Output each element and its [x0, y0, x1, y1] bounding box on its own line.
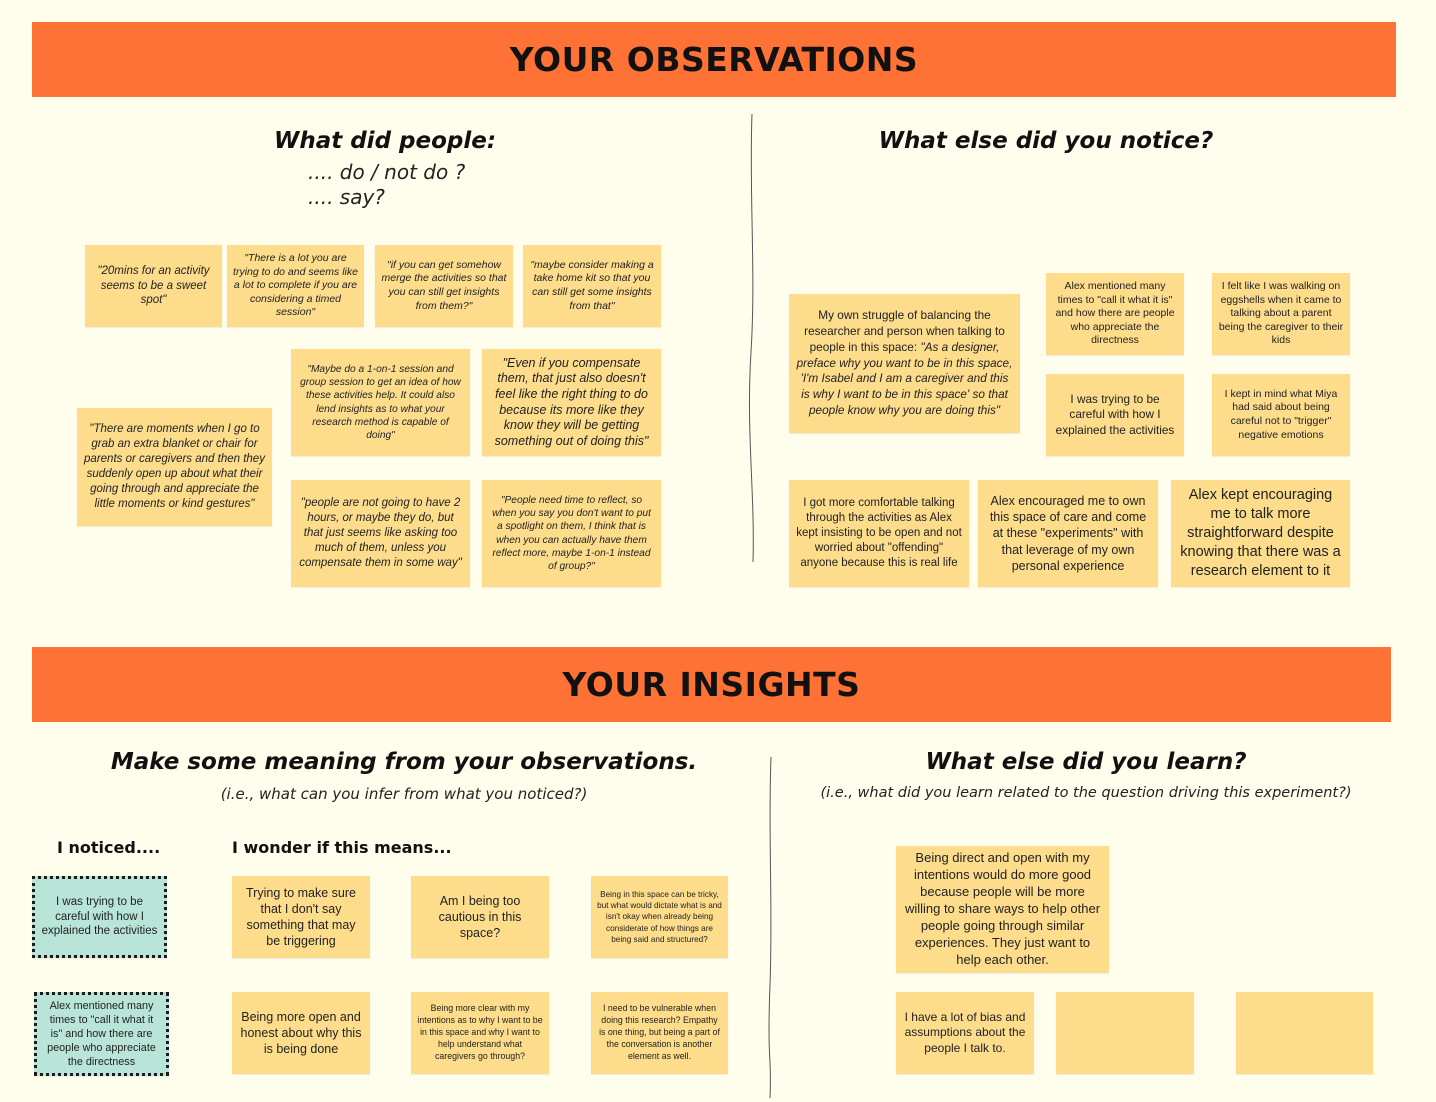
sticky-note-noticed[interactable]: I was trying to be careful with how I explained the activities [32, 876, 167, 958]
do-not-do-subtext: .... do / not do ? [308, 160, 466, 184]
sticky-note-wonder[interactable]: Being more clear with my intentions as to why I want to be in this space and why I want to help understand what caregivers go through? [411, 992, 549, 1074]
sticky-note-wonder[interactable]: I need to be vulnerable when doing this research? Empathy is one thing, but being a part of the conversation is another element as well. [591, 992, 728, 1074]
sticky-note-quote[interactable]: "People need time to reflect, so when you say you don't want to put a spotlight on them, I think that is when you can actually have them reflect more, maybe 1-on-1 instead of group?" [482, 480, 661, 587]
insights-divider [762, 755, 778, 1100]
sticky-note-wonder[interactable]: Am I being too cautious in this space? [411, 876, 549, 958]
say-subtext: .... say? [308, 185, 385, 209]
sticky-note-empty[interactable] [1236, 992, 1373, 1074]
what-did-people-heading: What did people: [273, 128, 497, 154]
sticky-note-observation[interactable]: Alex mentioned many times to "call it what it is" and how there are people who appreciate the directness [1046, 273, 1184, 355]
sticky-note-quote[interactable]: "Even if you compensate them, that just also doesn't feel like the right thing to do because its more like they know they will be getting something out of doing this" [482, 349, 661, 456]
sticky-note-quote[interactable]: "people are not going to have 2 hours, or maybe they do, but that just seems like asking too much of them, unless you compensate them in some way" [291, 480, 470, 587]
sticky-note-observation[interactable]: I felt like I was walking on eggshells when it came to talking about a parent being the caregiver to their kids [1212, 273, 1350, 355]
struggle-note-plain: My own struggle of balancing the researcher and person when talking to people in this space: [804, 307, 1005, 354]
sticky-note-quote[interactable]: "maybe consider making a take home kit so that you can still get some insights from that" [523, 245, 661, 327]
sticky-note-struggle[interactable] [789, 294, 1020, 433]
sticky-note-observation[interactable]: Alex kept encouraging me to talk more straightforward despite knowing that there was a research element to it [1171, 480, 1350, 587]
sticky-note-quote[interactable]: "if you can get somehow merge the activities so that you can still get insights from them?" [375, 245, 513, 327]
sticky-note-observation[interactable]: I kept in mind what Miya had said about being careful not to "trigger" negative emotions [1212, 374, 1350, 456]
struggle-note-text [795, 308, 1014, 419]
make-meaning-subtext: (i.e., what can you infer from what you noticed?) [220, 785, 588, 803]
what-else-learn-heading: What else did you learn? [925, 749, 1247, 775]
make-meaning-heading: Make some meaning from your observations. [110, 749, 698, 775]
what-else-notice-heading: What else did you notice? [878, 128, 1214, 154]
what-else-learn-subtext: (i.e., what did you learn related to the question driving this experiment?) [820, 785, 1352, 801]
sticky-note-empty[interactable] [1056, 992, 1194, 1074]
sticky-note-observation[interactable]: I was trying to be careful with how I explained the activities [1046, 374, 1184, 456]
sticky-note-quote[interactable]: "There is a lot you are trying to do and seems like a lot to complete if you are considering a timed session" [227, 245, 364, 327]
sticky-note-learned[interactable]: I have a lot of bias and assumptions about the people I talk to. [896, 992, 1034, 1074]
sticky-note-learned[interactable]: Being direct and open with my intentions would do more good because people will be more willing to share ways to help other people going through similar experiences. They just want to help each other. [896, 846, 1109, 973]
sticky-note-noticed[interactable]: Alex mentioned many times to "call it what it is" and how there are people who appreciate the directness [34, 992, 169, 1076]
sticky-note-quote[interactable]: "Maybe do a 1-on-1 session and group session to get an idea of how these activities help. It could also lend insights as to what your research method is capable of doing" [291, 349, 470, 456]
sticky-note-observation[interactable]: Alex encouraged me to own this space of care and come at these "experiments" with that leverage of my own personal experience [978, 480, 1158, 587]
struggle-note-quote: "As a designer, preface why you want to be in this space, 'I'm Isabel and I am a caregiver and this is why I want to be in this space' so that people know why you are doing this" [796, 339, 1013, 418]
i-noticed-label: I noticed.... [57, 838, 161, 857]
observations-banner: YOUR OBSERVATIONS [32, 22, 1396, 97]
sticky-note-wonder[interactable]: Being more open and honest about why this is being done [232, 992, 370, 1074]
sticky-note-quote[interactable]: "20mins for an activity seems to be a sweet spot" [85, 245, 222, 327]
observations-divider [744, 112, 760, 564]
sticky-note-observation[interactable]: I got more comfortable talking through the activities as Alex kept insisting to be open and not worried about "offending" anyone because this is real life [789, 480, 969, 587]
sticky-note-quote[interactable]: "There are moments when I go to grab an extra blanket or chair for parents or caregivers and then they suddenly open up about what their going through and appreciate the little moments or kind gestures" [77, 408, 272, 526]
sticky-note-wonder[interactable]: Being in this space can be tricky, but what would dictate what is and isn't okay when already being considerate of how things are being said and structured? [591, 876, 728, 958]
i-wonder-label: I wonder if this means... [232, 838, 452, 857]
sticky-note-wonder[interactable]: Trying to make sure that I don't say something that may be triggering [232, 876, 370, 958]
insights-banner: YOUR INSIGHTS [32, 647, 1391, 722]
